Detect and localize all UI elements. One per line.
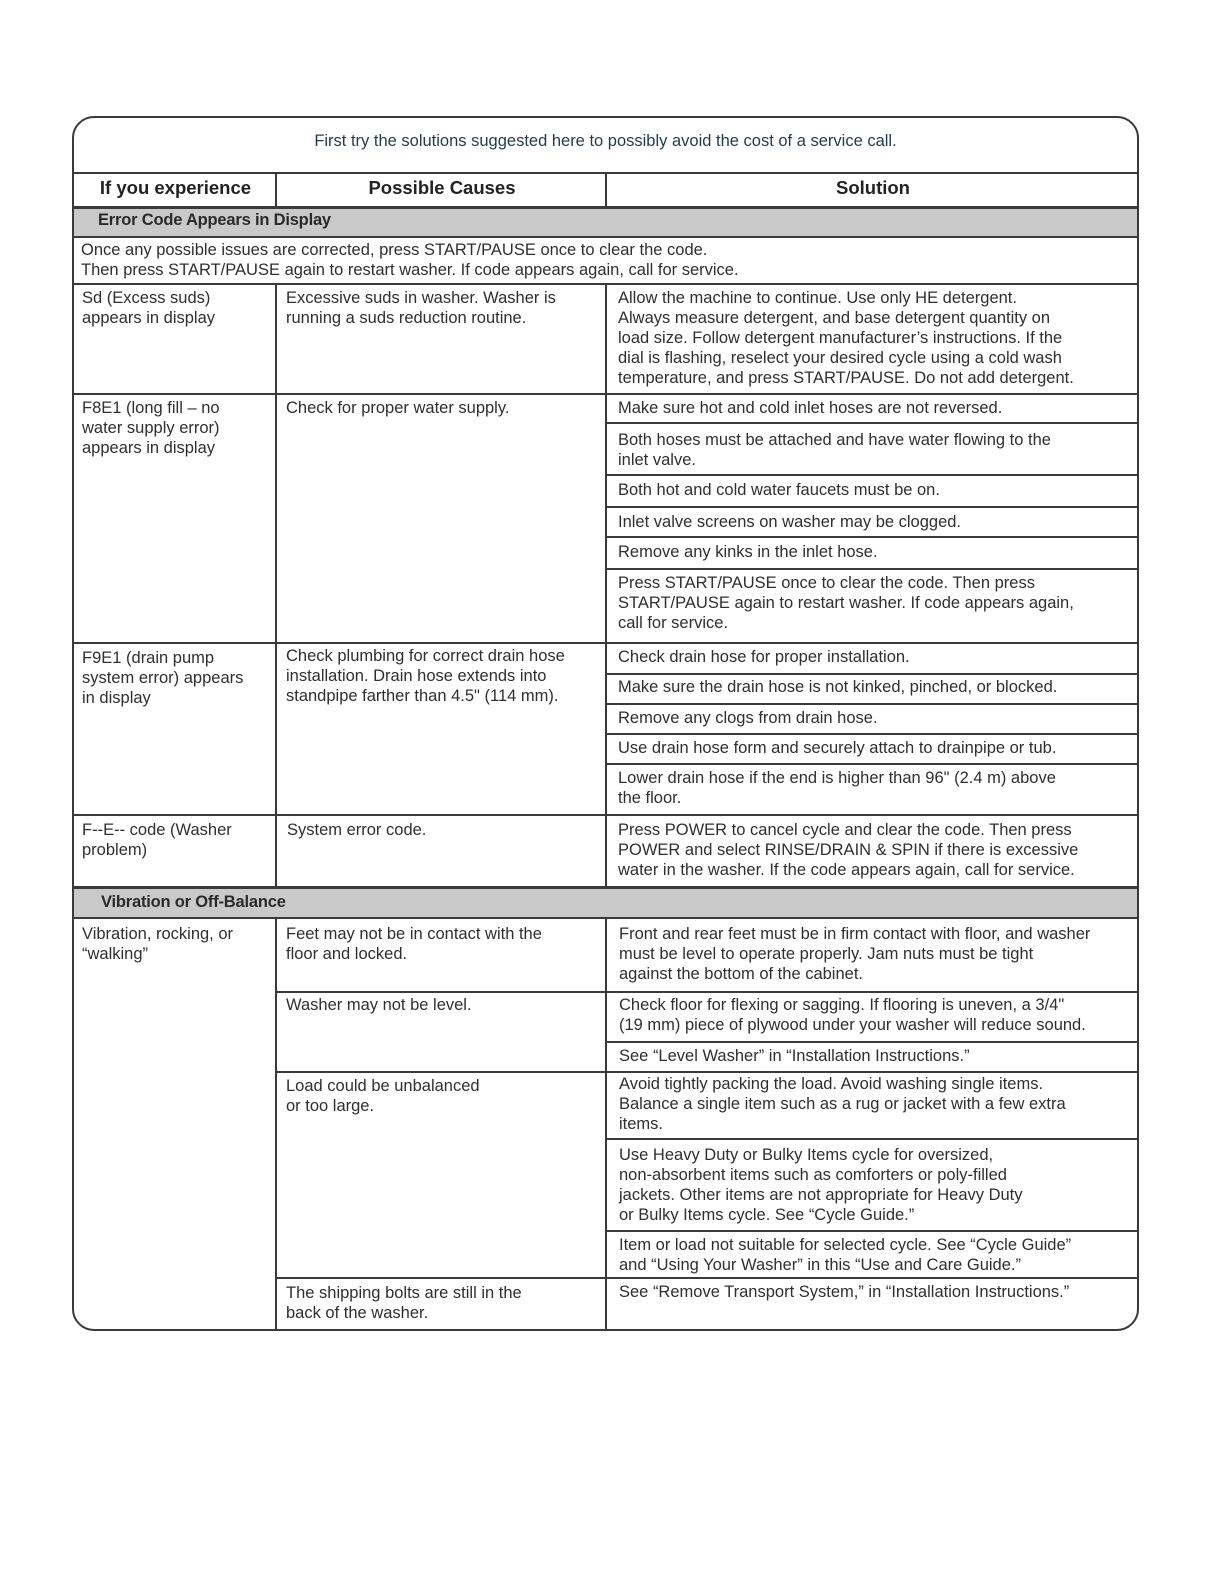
fe-cause: System error code. (287, 821, 427, 839)
vibration-cause-4: The shipping bolts are still in the back of the washer. (286, 1284, 522, 1322)
f9e1-experience: F9E1 (drain pump system error) appears in display (82, 649, 244, 707)
sd-cause: Excessive suds in washer. Washer is running a suds reduction routine. (286, 289, 556, 327)
solution-rule-4 (605, 1138, 1137, 1140)
col-divider-3 (275, 919, 277, 1331)
section-title-error-code: Error Code Appears in Display (98, 211, 331, 229)
vibration-cause-1: Feet may not be in contact with the floor and locked. (286, 925, 542, 963)
f8e1-solution-2: Both hoses must be attached and have water flowing to the inlet valve. (618, 431, 1051, 469)
cause-rule-1 (275, 991, 1137, 993)
cause-rule-3 (275, 1277, 1137, 1279)
error-code-note: Once any possible issues are corrected, press START/PAUSE once to clear the code. Then press START/PAUSE again to restart washer. If code appears again, call for service. (81, 241, 739, 279)
band-rule-1 (74, 236, 1137, 238)
f9e1-rule (74, 814, 1137, 816)
vibration-solution-2: Check floor for flexing or sagging. If flooring is uneven, a 3/4" (19 mm) piece of plywood under your washer will reduce sound. (619, 996, 1086, 1034)
f8e1-cause: Check for proper water supply. (286, 399, 510, 417)
fe-experience: F--E-- code (Washer problem) (82, 821, 232, 859)
f8e1-experience: F8E1 (long fill – no water supply error) appears in display (82, 399, 220, 457)
troubleshooting-table (72, 116, 1139, 1331)
solution-rule-2 (605, 1041, 1137, 1043)
header-divider-2 (605, 172, 607, 209)
vibration-solution-1: Front and rear feet must be in firm contact with floor, and washer must be level to operate properly. Jam nuts must be tight against the bottom of the cabinet. (619, 925, 1091, 983)
header-experience: If you experience (99, 177, 252, 198)
vibration-cause-3: Load could be unbalanced or too large. (286, 1077, 480, 1115)
vibration-cause-2: Washer may not be level. (286, 996, 472, 1014)
section-title-vibration: Vibration or Off-Balance (101, 893, 286, 911)
vibration-experience: Vibration, rocking, or “walking” (82, 925, 234, 963)
header-divider-1 (275, 172, 277, 209)
header-causes: Possible Causes (368, 177, 516, 198)
cause-rule-2 (275, 1071, 1137, 1073)
f9e1-solution-3: Remove any clogs from drain hose. (618, 709, 878, 727)
f9e1-sub-rule-3 (605, 733, 1137, 735)
f9e1-sub-rule-2 (605, 703, 1137, 705)
f8e1-solution-3: Both hot and cold water faucets must be on. (618, 481, 940, 499)
f9e1-sub-rule-4 (605, 763, 1137, 765)
f8e1-solution-6: Press START/PAUSE once to clear the code. Then press START/PAUSE again to restart washer. If code appears again, call for service. (618, 574, 1074, 632)
header-solution: Solution (836, 177, 910, 198)
vibration-solution-6: Item or load not suitable for selected cycle. See “Cycle Guide” and “Using Your Washer” in this “Use and Care Guide.” (619, 1236, 1072, 1274)
intro-text: First try the solutions suggested here to possibly avoid the cost of a service call. (314, 132, 897, 150)
vibration-solution-7: See “Remove Transport System,” in “Installation Instructions.” (619, 1283, 1070, 1301)
col-divider-1 (275, 283, 277, 887)
f8e1-solution-5: Remove any kinks in the inlet hose. (618, 543, 878, 561)
vibration-solution-5: Use Heavy Duty or Bulky Items cycle for oversized, non-absorbent items such as comforters or poly-filled jackets. Other items are not appropriate for Heavy Duty or Bulky Items cycle. See “Cycle Guide.” (619, 1146, 1023, 1224)
fe-solution: Press POWER to cancel cycle and clear the code. Then press POWER and select RINSE/DRAIN & SPIN if there is excessive water in the washer. If the code appears again, call for service. (618, 821, 1079, 879)
f8e1-sub-rule-4 (605, 536, 1137, 538)
f8e1-sub-rule-2 (605, 474, 1137, 476)
f8e1-solution-1: Make sure hot and cold inlet hoses are not reversed. (618, 399, 1003, 417)
f9e1-cause: Check plumbing for correct drain hose installation. Drain hose extends into standpipe farther than 4.5" (114 mm). (286, 647, 565, 705)
vibration-solution-4: Avoid tightly packing the load. Avoid washing single items. Balance a single item such as a rug or jacket with a few extra items. (619, 1075, 1066, 1133)
f8e1-rule (74, 642, 1137, 644)
f9e1-solution-2: Make sure the drain hose is not kinked, pinched, or blocked. (618, 678, 1058, 696)
f8e1-solution-4: Inlet valve screens on washer may be clogged. (618, 513, 962, 531)
solution-rule-5 (605, 1230, 1137, 1232)
f8e1-sub-rule-1 (605, 422, 1137, 424)
sd-solution: Allow the machine to continue. Use only HE detergent. Always measure detergent, and base detergent quantity on load size. Follow detergent manufacturer’s instructions. If the dial is flashing, reselect your desired cycle using a cold wash temperature, and press START/PAUSE. Do not add detergent. (618, 289, 1074, 387)
col-divider-4 (605, 919, 607, 1331)
col-divider-2 (605, 283, 607, 887)
f8e1-sub-rule-3 (605, 506, 1137, 508)
sd-experience: Sd (Excess suds) appears in display (82, 289, 215, 327)
f9e1-sub-rule-1 (605, 673, 1137, 675)
f9e1-solution-1: Check drain hose for proper installation. (618, 648, 910, 666)
f9e1-solution-5: Lower drain hose if the end is higher than 96" (2.4 m) above the floor. (618, 769, 1056, 807)
f9e1-solution-4: Use drain hose form and securely attach to drainpipe or tub. (618, 739, 1057, 757)
vibration-solution-3: See “Level Washer” in “Installation Instructions.” (619, 1047, 970, 1065)
f8e1-sub-rule-5 (605, 568, 1137, 570)
sd-rule (74, 393, 1137, 395)
